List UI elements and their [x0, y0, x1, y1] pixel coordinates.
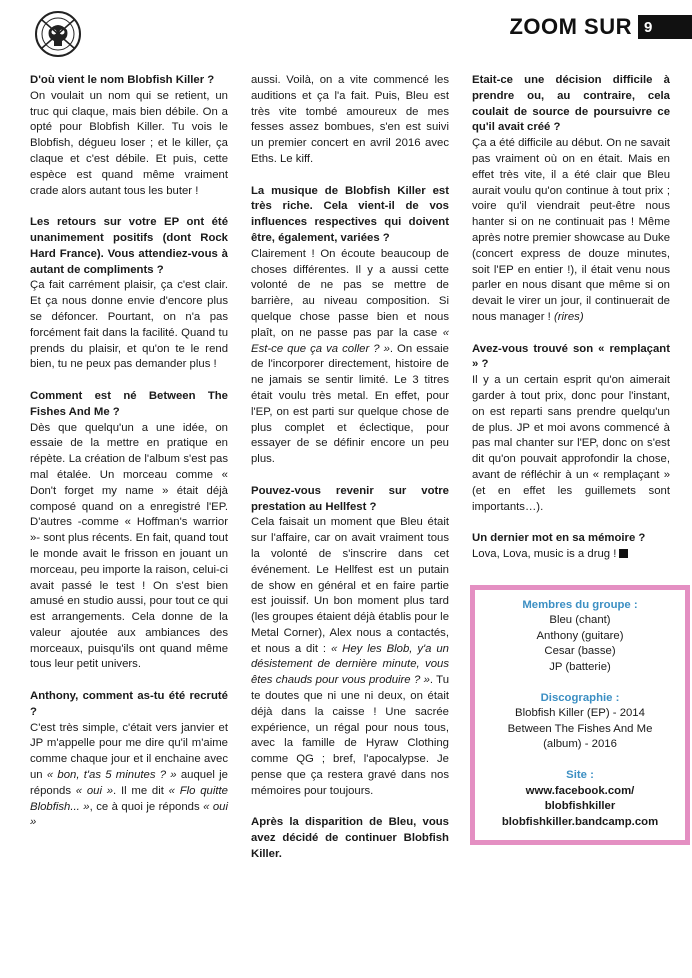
- members-heading: Membres du groupe :: [522, 598, 638, 611]
- answer: Lova, Lova, music is a drug !: [472, 547, 617, 560]
- qa-block: [472, 342, 670, 516]
- question: Anthony, comment as-tu été recruté ?: [30, 690, 228, 718]
- column-3: [472, 73, 670, 863]
- discography-heading: Discographie :: [540, 691, 620, 704]
- qa-block: [30, 73, 228, 199]
- site-heading: Site :: [566, 769, 594, 782]
- discography-item: Between The Fishes And Me: [507, 722, 653, 735]
- answer: aussi. Voilà, on a vite commencé les auditions et ça l'a fait. Puis, Bleu est très vite tombé amoureux de mes fesses assez bombues, s'en est suivi un premier concert en avril 2016 avec Eths. Le kiff.: [251, 74, 449, 165]
- answer: Dès que quelqu'un a une idée, on essaie de la mettre en pratique en répète. La création de l'album s'est pas mal étalée. Un morceau comme « Don't forget my name » était déjà composé quand on a enregistré l'EP. D'autres -comme « Hoffman's warrior »- sont plus récents. En fait, quand tout le monde avait le frisson en jouant un morceau, peu importe la raison, celui-ci avait passé le test ! On s'est bien amusé en studio aussi, pour tout ce qui est arrangements. Cela donne de la valeur ajoutée aux ambiances des morceaux, puisqu'ils ont quand même tous leur petit univers.: [30, 421, 228, 671]
- answer: auquel je réponds: [30, 769, 228, 797]
- site-link-bandcamp[interactable]: blobfishkiller.bandcamp.com: [501, 815, 659, 828]
- answer: On voulait un nom qui se retient, un truc qui claque, mais bien débile. On a opté pour Blobfish Killer. Tu vois le Blobfish, dégueu loser ; et le killer, ça claque et c'est débile. Et puis, cette espèce est quand même vraiment crade alors autant tous les buter !: [30, 89, 228, 197]
- answer: C'est très simple, c'était vers janvier et JP m'appelle pour me dire qu'il m'aime comme chaque jour et il enchaine avec un: [30, 721, 228, 782]
- question: Les retours sur votre EP ont été unanimement positifs (dont Rock Hard France). Vous attendiez-vous à autant de compliments ?: [30, 216, 228, 276]
- column-2: [251, 73, 449, 863]
- qa-block: [30, 389, 228, 673]
- answer-quote: (rires): [553, 310, 584, 323]
- end-of-article-square-icon: [619, 549, 628, 558]
- answer: , ce à quoi je réponds: [89, 800, 204, 813]
- section-header: [509, 14, 692, 40]
- info-box: [470, 585, 690, 846]
- qa-block: [251, 184, 449, 468]
- discography-item: Blobfish Killer (EP) - 2014: [515, 707, 645, 720]
- answer-quote: « Flo quitte Blobfish... »: [30, 784, 228, 813]
- section-title: ZOOM SUR: [509, 14, 632, 39]
- question: Comment est né Between The Fishes And Me ?: [30, 389, 228, 418]
- qa-block: [30, 689, 228, 831]
- answer: Cela faisait un moment que Bleu était sur l'affaire, car on avait vraiment tous la volonté de s'inscrire dans cet événement. Le Hellfest est un putain de show en général et en faire partie est jouissif. Un bon moment plus tard (les groupes étaient déjà établis pour le Metal Corner), Alex nous a contactés, et nous a dit :: [251, 516, 450, 655]
- answer-quote: « Est-ce que ça va coller ? »: [251, 326, 449, 355]
- answer-quote: « oui »: [30, 800, 228, 829]
- answer: Ça fait carrément plaisir, ça c'est clair. Et ça nous donne envie d'encore plus se défoncer. Pourtant, on n'a pas forcément fait dans la facilité. Quand tu prends du plaisir, et qu'on te le rend bien, tu ne peux pas demander plus !: [30, 279, 228, 371]
- site-link-facebook[interactable]: www.facebook.com/: [525, 784, 635, 797]
- question: Avez-vous trouvé son « remplaçant » ?: [472, 342, 670, 371]
- article-columns: [30, 73, 670, 863]
- qa-block: [30, 215, 228, 373]
- qa-block: [472, 531, 670, 563]
- question: Un dernier mot en sa mémoire ?: [472, 532, 646, 545]
- answer-quote: « Hey les Blob, y'a un désistement de dernière minute, vous êtes chauds pour vous produire ? »: [251, 642, 449, 687]
- member-item: JP (batterie): [549, 661, 611, 674]
- qa-block: [472, 73, 670, 326]
- discography-item: (album) - 2016: [543, 738, 617, 751]
- answer-continuation: [251, 73, 449, 168]
- answer: . On essaie de l'incorporer directement, histoire de ne jamais se sentir limité. Le 3 titres était voulu très metal. En effet, pour l'EP, on est parti sur quelque chose de plus complet et éclectique, pour essayer de se définir encore un peu plus.: [251, 342, 449, 466]
- answer: Ça a été difficile au début. On ne savait pas vraiment où on en était. Mais en effet très vite, il a été clair que Bleu aurait voulu qu'on continue à tout prix ; voire qu'il viendrait peut-être nous hanter si on ne continuait pas ! Même après notre premier showcase au Duke (concert express de douze minutes, soit l'EP en entier !), il était venu nous parler en nous disant que même si on devait le virer un jour, il continuerait de nous manager !: [472, 137, 670, 323]
- question: D'où vient le nom Blobfish Killer ?: [30, 74, 215, 86]
- question: Etait-ce une décision difficile à prendre ou, au contraire, cela coulait de source de poursuivre ce qu'il avait créé ?: [472, 74, 670, 134]
- site-link-facebook-path[interactable]: blobfishkiller: [544, 800, 616, 813]
- answer: Clairement ! On écoute beaucoup de choses différentes. Il y a aussi cette volonté de ne pas se mettre de barrière, au niveau composition. Si quelque chose passe bien et nous plaît, on ne passe pas par la case: [251, 247, 449, 339]
- member-item: Anthony (guitare): [536, 629, 624, 642]
- answer: . Tu te doutes que ni une ni deux, on était déjà dans la caisse ! Une sacrée expérience, un régal pour nous tous, avec la famille de Hyraw Clothing comme QG ; bref, l'apocalypse. Je pense que ça restera gravé dans nos mémoires pour toujours.: [251, 674, 449, 797]
- qa-block: [251, 484, 449, 800]
- answer: Il y a un certain esprit qu'on aimerait garder à tout prix, donc pour l'instant, on est reparti sans prendre quelqu'un de plus. JP et moi avons commencé à pas mal chanter sur l'EP, donc on s'est dit qu'on pouvait approfondir la chose, avant de réfléchir à un « remplaçant » (et en effet les guillemets sont importants…).: [472, 374, 670, 513]
- member-item: Cesar (basse): [544, 645, 616, 658]
- question: Après la disparition de Bleu, vous avez décidé de continuer Blobfish Killer.: [251, 816, 449, 861]
- qa-block: [251, 815, 449, 862]
- answer: . Il me dit: [113, 784, 169, 797]
- column-1: [30, 73, 228, 863]
- page-number: 9: [638, 15, 692, 39]
- question: La musique de Blobfish Killer est très riche. Cela vient-il de vos influences respectives qui doivent être, également, variées ?: [251, 184, 449, 244]
- member-item: Bleu (chant): [549, 614, 611, 627]
- band-logo-seal: [34, 8, 82, 60]
- answer-quote: « bon, t'as 5 minutes ? »: [46, 769, 177, 782]
- answer-quote: « oui »: [75, 784, 114, 797]
- question: Pouvez-vous revenir sur votre prestation au Hellfest ?: [251, 484, 449, 513]
